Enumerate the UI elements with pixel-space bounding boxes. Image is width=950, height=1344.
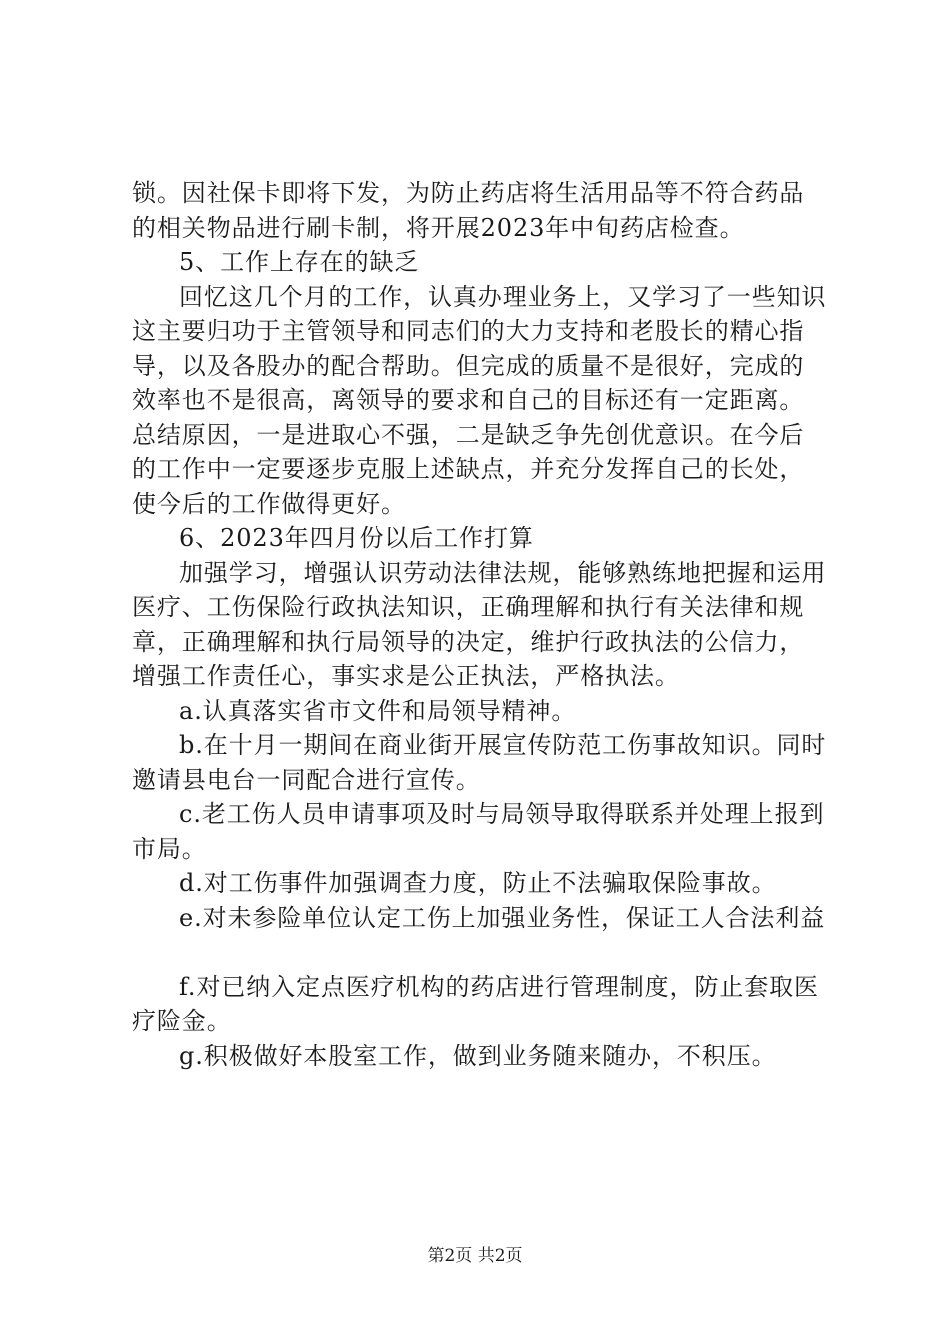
- list-item: f.对已纳入定点医疗机构的药店进行管理制度，防止套取医: [179, 972, 819, 1001]
- list-item: d.对工伤事件加强调查力度，防止不法骗取保险事故。: [179, 869, 777, 897]
- document-body: [132, 176, 836, 1073]
- text-line: 市局。: [132, 834, 207, 863]
- text-line: 锁。因社保卡即将下发，为防止药店将生活用品等不符合药品: [132, 179, 805, 207]
- text-line: 这主要归功于主管领导和同志们的大力支持和老股长的精心指: [132, 317, 805, 345]
- section-heading: 6、2023年四月份以后工作打算: [179, 524, 534, 552]
- list-item: b.在十月一期间在商业街开展宣传防范工伤事故知识。同时: [179, 731, 827, 759]
- text-line: 医疗、工伤保险行政执法知识，正确理解和执行有关法律和规: [132, 593, 805, 621]
- list-item: g.积极做好本股室工作，做到业务随来随办，不积压。: [179, 1041, 777, 1070]
- page-number: 第2页 共2页: [427, 1246, 523, 1266]
- list-item: e.对未参险单位认定工伤上加强业务性，保证工人合法利益: [179, 903, 826, 932]
- text-line: 回忆这几个月的工作，认真办理业务上，又学习了一些知识: [179, 282, 827, 311]
- text-line: 增强工作责任心，事实求是公正执法，严格执法。: [132, 662, 680, 690]
- text-line: 加强学习，增强认识劳动法律法规，能够熟练地把握和运用: [179, 558, 827, 587]
- text-line: 效率也不是很高，离领导的要求和自己的目标还有一定距离。: [132, 386, 805, 414]
- text-line: 使今后的工作做得更好。: [132, 489, 406, 518]
- text-line: 的工作中一定要逐步克服上述缺点，并充分发挥自己的长处，: [132, 455, 805, 483]
- list-item: a.认真落实省市文件和局领导精神。: [179, 696, 577, 725]
- text-line: 导，以及各股办的配合帮助。但完成的质量不是很好，完成的: [132, 351, 805, 380]
- text-line: 的相关物品进行刷卡制，将开展2023年中旬药店检查。: [132, 213, 745, 242]
- text-line: 总结原因，一是进取心不强，二是缺乏争先创优意识。在今后: [132, 420, 805, 449]
- text-line: 疗险金。: [132, 1007, 232, 1035]
- text-line: 邀请县电台一同配合进行宣传。: [132, 765, 481, 794]
- text-line: 章，正确理解和执行局领导的决定，维护行政执法的公信力，: [132, 627, 805, 656]
- section-heading: 5、工作上存在的缺乏: [179, 248, 420, 276]
- blank-line: [132, 935, 836, 970]
- list-item: c.老工伤人员申请事项及时与局领导取得联系并处理上报到: [179, 800, 825, 828]
